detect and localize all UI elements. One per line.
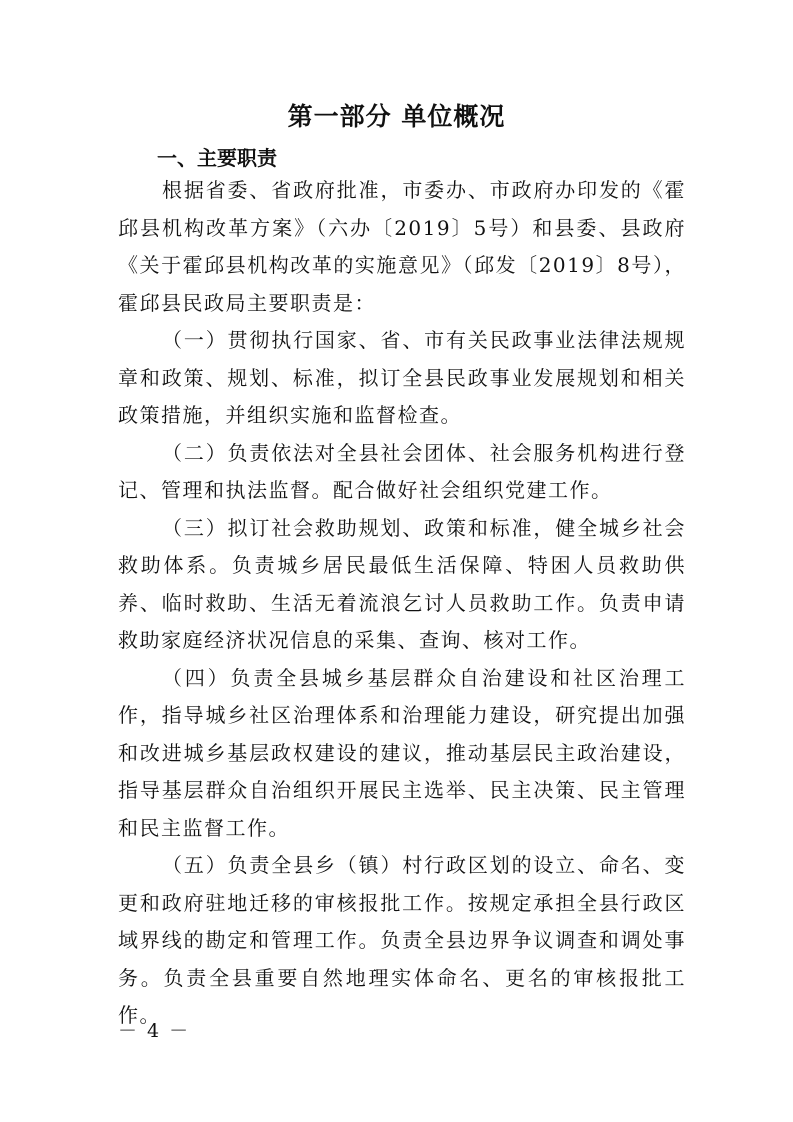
- document-body: [118, 172, 686, 1035]
- paragraph-duty-5: （五）负责全县乡（镇）村行政区划的设立、命名、变更和政府驻地迁移的审核报批工作。按规定承担全县行政区域界线的勘定和管理工作。负责全县边界争议调查和调处事务。负责全县重要自然地理实体命名、更名的审核报批工作。: [118, 853, 686, 1027]
- paragraph-intro: 根据省委、省政府批准，市委办、市政府办印发的《霍邱县机构改革方案》（六办〔2019〕5号）和县委、县政府《关于霍邱县机构改革的实施意见》（邱发〔2019〕8号），霍邱县民政局主要职责是：: [118, 178, 686, 315]
- paragraph-duty-4: （四）负责全县城乡基层群众自治建设和社区治理工作，指导城乡社区治理体系和治理能力建设，研究提出加强和改进城乡基层政权建设的建议，推动基层民主政治建设，指导基层群众自治组织开展民主选举、民主决策、民主管理和民主监督工作。: [118, 665, 686, 840]
- page-number: － 4 －: [118, 1020, 191, 1042]
- paragraph-duty-2: （二）负责依法对全县社会团体、社会服务机构进行登记、管理和执法监督。配合做好社会组织党建工作。: [118, 440, 686, 502]
- section-heading: 一、主要职责: [157, 146, 277, 170]
- page-title: 第一部分 单位概况: [287, 102, 506, 131]
- paragraph-duty-3: （三）拟订社会救助规划、政策和标准，健全城乡社会救助体系。负责城乡居民最低生活保障、特困人员救助供养、临时救助、生活无着流浪乞讨人员救助工作。负责申请救助家庭经济状况信息的采集、查询、核对工作。: [118, 515, 686, 652]
- paragraph-duty-1: （一）贯彻执行国家、省、市有关民政事业法律法规规章和政策、规划、标准，拟订全县民政事业发展规划和相关政策措施，并组织实施和监督检查。: [118, 328, 686, 427]
